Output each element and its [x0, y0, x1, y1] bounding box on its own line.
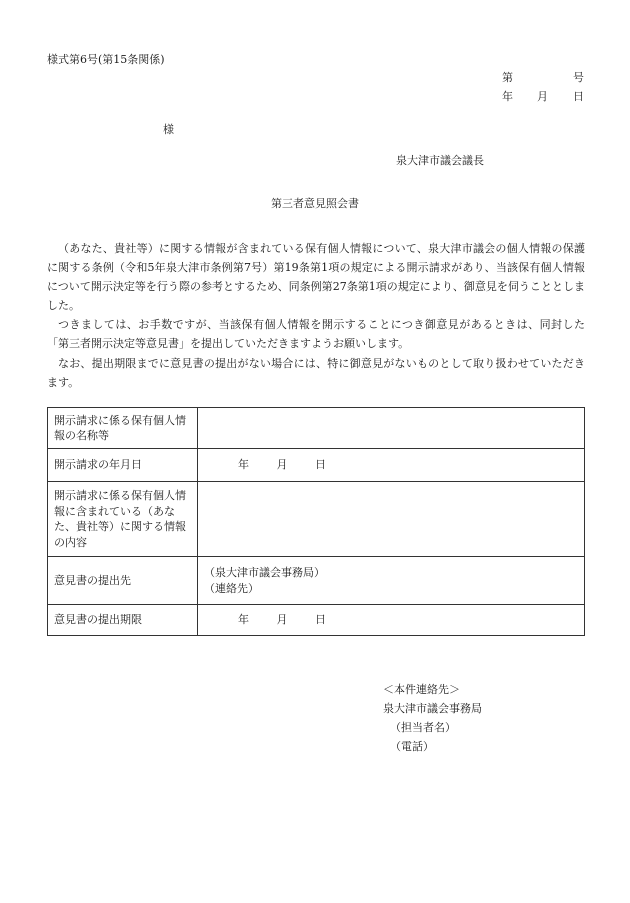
table-row [48, 408, 585, 449]
row-label-request-date: 開示請求の年月日 [48, 449, 198, 482]
row-value-info-content [198, 482, 585, 557]
table-row [48, 605, 585, 636]
submission-dest-office: （泉大津市議会事務局） [204, 566, 325, 579]
body-paragraph-2: つきましては、お手数ですが、当該保有個人情報を開示することにつき御意見があるときは、同封した「第三者開示決定等意見書」を提出していただきますようお願いします。 [47, 318, 585, 351]
request-date-year: 年 [238, 458, 249, 472]
contact-block [383, 680, 482, 756]
submission-dest-contact: （連絡先） [204, 581, 259, 595]
contact-heading: ＜本件連絡先＞ [383, 683, 460, 696]
contact-office: 泉大津市議会事務局 [383, 702, 482, 715]
row-label-deadline: 意見書の提出期限 [48, 605, 198, 636]
deadline-day: 日 [315, 613, 326, 627]
info-table [47, 407, 585, 636]
date-year: 年 [502, 90, 513, 103]
request-date-day: 日 [315, 458, 326, 472]
row-label-submission-dest: 意見書の提出先 [48, 557, 198, 605]
request-date-month: 月 [276, 458, 288, 472]
row-label-info-content: 開示請求に係る保有個人情報に含まれている（あなた、貴社等）に関する情報の内容 [48, 482, 198, 557]
row-value-request-date [198, 449, 585, 482]
date-day: 日 [573, 90, 584, 103]
table-row [48, 482, 585, 557]
row-value-info-name [198, 408, 585, 449]
date-month: 月 [537, 90, 548, 103]
form-number: 様式第6号(第15条関係) [47, 53, 165, 66]
body-paragraph-1: （あなた、貴社等）に関する情報が含まれている保有個人情報について、泉大津市議会の個人情報の保護に関する条例（令和5年泉大津市条例第7号）第19条第1項の規定による開示請求があり、当該保有個人情報について開示決定等を行う際の参考とするため、同条例第27条第1項の規定により、御意見を伺うこととしました。 [47, 242, 585, 313]
contact-person: （担当者名） [390, 721, 456, 734]
deadline-year: 年 [238, 613, 249, 627]
addressee-suffix: 様 [163, 123, 174, 136]
sender: 泉大津市議会議長 [396, 154, 484, 167]
contact-phone: （電話） [390, 740, 434, 753]
deadline-month: 月 [276, 613, 288, 627]
doc-number-suffix: 号 [573, 71, 584, 84]
document-title: 第三者意見照会書 [271, 197, 359, 210]
row-value-deadline [198, 605, 585, 636]
body-text [47, 239, 585, 392]
row-label-info-name: 開示請求に係る保有個人情報の名称等 [48, 408, 198, 449]
body-paragraph-3: なお、提出期限までに意見書の提出がない場合には、特に御意見がないものとして取り扱わせていただきます。 [47, 356, 585, 389]
table-row [48, 557, 585, 605]
row-value-submission-dest [198, 557, 585, 605]
doc-number-prefix: 第 [502, 71, 513, 84]
table-row [48, 449, 585, 482]
